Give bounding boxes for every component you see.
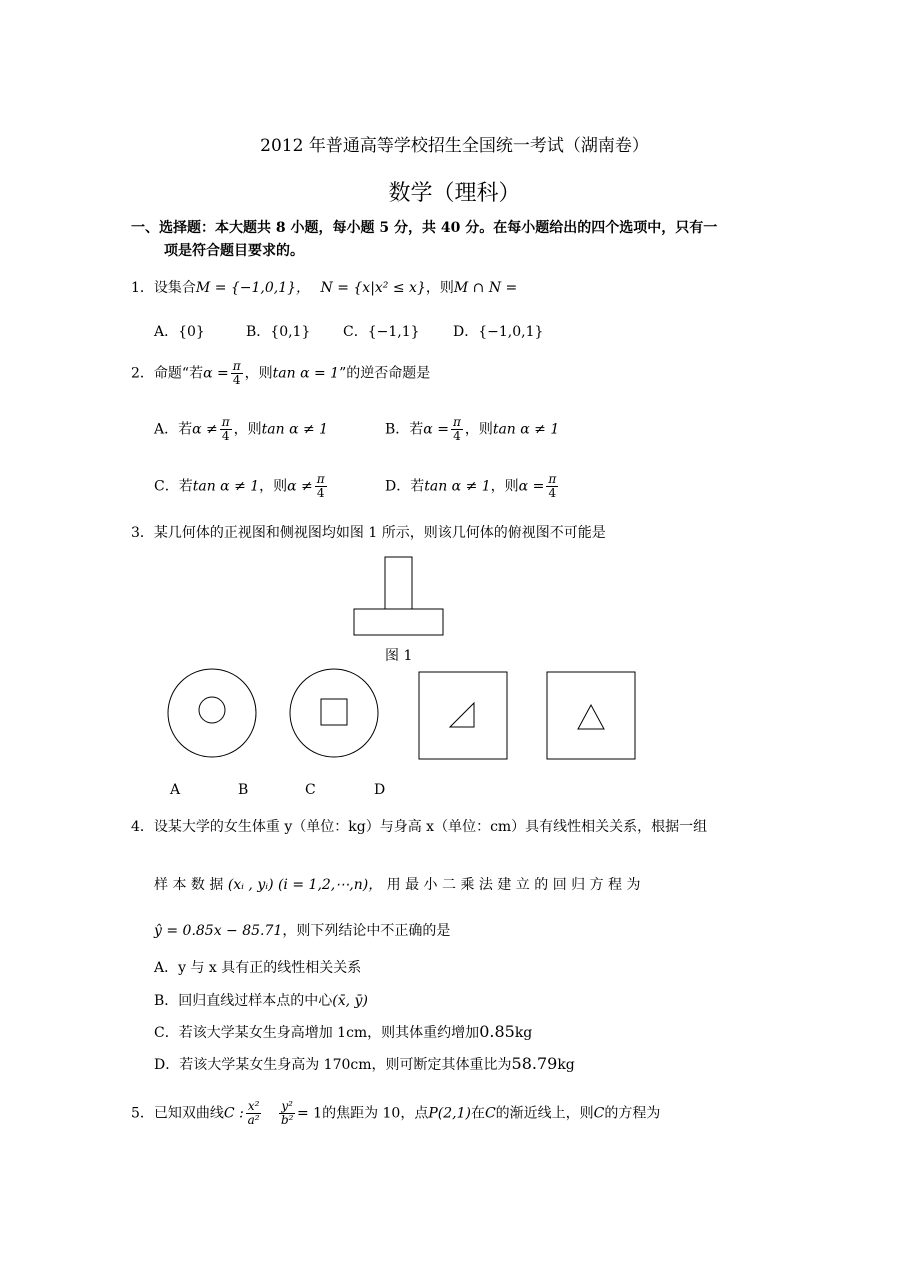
question-4-line1 (131, 816, 707, 836)
q4-option-d (154, 1054, 575, 1074)
set-n: N = {x|x² ≤ x} (320, 280, 426, 296)
question-text: ，则 (425, 280, 454, 296)
option-a-inner-circle (199, 697, 225, 723)
weight-increase-value: 0.85 (479, 1022, 515, 1041)
q3-label-d: D (374, 782, 386, 798)
q4-option-c (154, 1022, 532, 1042)
option-d-triangle (578, 705, 604, 729)
exam-title: 2012 年普通高等学校招生全国统一考试（湖南卷） (260, 136, 649, 156)
alpha-equals: α = (203, 365, 229, 382)
tan-neq: tan α ≠ 1 (424, 478, 491, 495)
question-text: 的方程为 (604, 1105, 661, 1122)
question-text: 已知双曲线 (153, 1105, 224, 1122)
q3-label-b: B (238, 782, 249, 798)
question-number: 5． (131, 1105, 154, 1122)
option-text: ，则 (490, 478, 519, 495)
denominator: 4 (221, 429, 230, 443)
numerator: π (548, 472, 557, 486)
section-heading-line2: 项是符合题目要求的。 (164, 243, 304, 259)
curve-label: C (593, 1105, 605, 1122)
sample-center-expr: (x̄, ȳ) (332, 993, 368, 1009)
tan-neq: tan α ≠ 1 (192, 478, 260, 495)
numerator: x² (247, 1099, 260, 1113)
unit: kg (557, 1057, 575, 1073)
option-text: B．回归直线过样本点的中心 (154, 993, 333, 1009)
numerator: π (232, 359, 241, 373)
question-number: 3． (131, 525, 154, 541)
option-text: ，则 (259, 478, 288, 495)
numerator: π (316, 472, 325, 486)
denominator: a² (247, 1113, 260, 1127)
alpha-neq: α ≠ (192, 421, 218, 438)
intersection-expr: M ∩ N = (453, 280, 518, 296)
option-label: D．若 (385, 478, 425, 495)
tan-neq: tan α ≠ 1 (492, 421, 560, 438)
denominator: 4 (453, 429, 461, 443)
option-text: D．若该大学某女生身高为 170cm，则可断定其体重比为 (154, 1057, 512, 1073)
alpha-eq: α = (423, 421, 449, 438)
equals-one: = 1 (296, 1105, 323, 1122)
question-text: 样 本 数 据 (154, 877, 224, 893)
question-text: 设某大学的女生体重 y（单位：kg）与身高 x（单位：cm）具有线性相关关系，根据一组 (153, 819, 708, 835)
curve-label: C : (223, 1105, 244, 1122)
question-text: 命题“若 (153, 365, 204, 382)
numerator: π (221, 415, 230, 429)
question-text: 的焦距为 10，点 (322, 1105, 429, 1122)
option-label: B．若 (385, 421, 424, 438)
option-text: ，则 (464, 421, 493, 438)
weight-value: 58.79 (511, 1054, 558, 1073)
alpha-eq: α = (518, 478, 545, 495)
question-4-line3 (154, 920, 450, 940)
q4-option-a: A．y 与 x 具有正的线性相关关系 (154, 960, 362, 976)
question-text: 在 (470, 1105, 485, 1122)
option-label: A．若 (154, 421, 193, 438)
numerator: π (452, 415, 461, 429)
question-text: ”的逆否命题是 (339, 365, 431, 382)
option-a-outer-circle (168, 669, 256, 757)
question-text: 设集合 (153, 280, 196, 296)
question-text: ，则下列结论中不正确的是 (282, 923, 451, 939)
question-number: 4． (131, 819, 154, 835)
subject-title: 数学（理科） (388, 181, 521, 206)
sample-data-expr: (xᵢ , yᵢ) (i = 1,2,⋯,n)， (227, 877, 383, 893)
option-b-outer-circle (290, 669, 378, 757)
fraction-y2-over-b2 (279, 1100, 295, 1127)
option-text: ，则 (233, 421, 262, 438)
denominator: 4 (232, 373, 241, 387)
section-heading-line1: 一、选择题：本大题共 8 小题，每小题 5 分，共 40 分。在每小题给出的四个选项中，只有一 (131, 220, 718, 236)
regression-equation: ŷ = 0.85x − 85.71 (154, 923, 283, 939)
tan-neq: tan α ≠ 1 (261, 421, 329, 438)
denominator: b² (280, 1113, 294, 1127)
alpha-neq: α ≠ (287, 478, 313, 495)
option-c-outer-square (419, 672, 507, 759)
question-4-line2 (154, 874, 641, 894)
option-label: C．若 (154, 478, 193, 495)
question-text: 的渐近线上，则 (495, 1105, 594, 1122)
q1-option-c: C．{−1,1} (343, 324, 420, 340)
figure-1-upper-block (385, 557, 412, 609)
point-p: P(2,1) (428, 1105, 471, 1122)
fraction-x2-over-a2 (246, 1100, 262, 1127)
unit: kg (514, 1025, 533, 1041)
option-b-inner-square (321, 699, 347, 725)
question-number: 1． (131, 280, 154, 296)
denominator: 4 (316, 486, 325, 500)
question-number: 2． (131, 365, 154, 382)
figure-caption: 图 1 (385, 648, 413, 664)
denominator: 4 (548, 486, 557, 500)
set-m: M = {−1,0,1}， (195, 280, 311, 296)
q1-option-b: B．{0,1} (246, 324, 311, 340)
question-5 (131, 1100, 660, 1127)
question-text: 某几何体的正视图和侧视图均如图 1 所示，则该几何体的俯视图不可能是 (153, 525, 606, 541)
question-text: 用 最 小 二 乘 法 建 立 的 回 归 方 程 为 (386, 877, 641, 893)
q3-label-c: C (305, 782, 316, 798)
tan-equation: tan α = 1 (272, 365, 340, 382)
q1-option-d: D．{−1,0,1} (453, 324, 544, 340)
option-text: C．若该大学某女生身高增加 1cm，则其体重约增加 (154, 1025, 480, 1041)
option-d-outer-square (547, 672, 635, 759)
figure-1-base-block (354, 609, 443, 635)
q1-option-a: A．{0} (154, 324, 205, 340)
curve-label: C (484, 1105, 496, 1122)
q4-option-b (154, 990, 368, 1010)
q3-label-a: A (170, 782, 181, 798)
question-text: ，则 (244, 365, 273, 382)
option-c-right-triangle (450, 703, 474, 727)
numerator: y² (281, 1099, 293, 1113)
